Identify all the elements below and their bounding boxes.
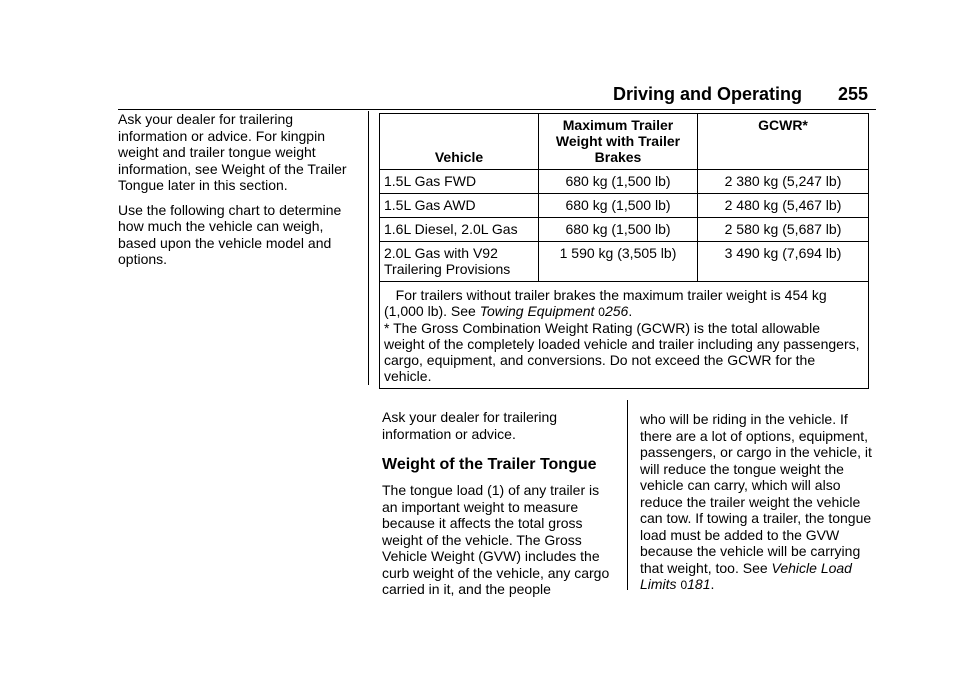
table-notes bbox=[380, 282, 869, 389]
page-number: 255 bbox=[837, 84, 868, 104]
table-cell: 680 kg (1,500 lb) bbox=[539, 170, 698, 194]
table-cell: 1 590 kg (3,505 lb) bbox=[539, 242, 698, 282]
note-gcwr: * The Gross Combination Weight Rating (GCWR) is the total allowable weight of the completely loaded vehicle and trailer including any passengers, cargo, equipment, and conversions. Do not exceed the GCWR for the vehicle. bbox=[384, 320, 860, 384]
table-header-row bbox=[380, 114, 869, 170]
section-title: Driving and Operating bbox=[612, 84, 802, 104]
table-row bbox=[380, 194, 869, 218]
left-paragraph-2: Use the following chart to determine how much the vehicle can weigh, based upon the vehicle model and options. bbox=[118, 201, 342, 267]
page-header bbox=[0, 84, 960, 106]
table-cell: 2 380 kg (5,247 lb) bbox=[698, 170, 869, 194]
table-row bbox=[380, 242, 869, 282]
table-header-gcwr: GCWR* bbox=[698, 114, 869, 170]
vehicle-load-limits-link[interactable]: Vehicle Load Limits bbox=[640, 559, 852, 592]
table-cell: 2 580 kg (5,687 lb) bbox=[698, 218, 869, 242]
section-heading: Weight of the Trailer Tongue bbox=[382, 456, 597, 473]
table-row bbox=[380, 170, 869, 194]
table-row bbox=[380, 218, 869, 242]
trailer-weight-table bbox=[379, 113, 869, 389]
page-reference: 181 bbox=[687, 576, 711, 592]
towing-equipment-link[interactable]: Towing Equipment bbox=[479, 303, 595, 319]
note-trailer-brakes: For trailers without trailer brakes the maximum trailer weight is 454 kg (1,000 lb). See Towing Equipment 0256. bbox=[384, 287, 827, 319]
middle-column bbox=[382, 409, 614, 598]
page-reference-icon: 0 bbox=[680, 578, 688, 592]
table-cell: 1.6L Diesel, 2.0L Gas bbox=[380, 218, 539, 242]
left-paragraph-1: Ask your dealer for trailering information or advice. For kingpin weight and trailer tongue weight information, see Weight of the Trailer Tongue later in this section. bbox=[118, 111, 347, 193]
table-cell: 1.5L Gas AWD bbox=[380, 194, 539, 218]
table-cell: 2.0L Gas with V92 Trailering Provisions bbox=[380, 242, 539, 282]
table-cell: 1.5L Gas FWD bbox=[380, 170, 539, 194]
column-divider-right bbox=[627, 400, 628, 590]
table-header-vehicle: Vehicle bbox=[380, 114, 539, 170]
header-rule bbox=[118, 109, 876, 110]
table-cell: 3 490 kg (7,694 lb) bbox=[698, 242, 869, 282]
mid-paragraph-2: The tongue load (1) of any trailer is an important weight to measure because it affects the total gross weight of the vehicle. The Gross Vehicle Weight (GVW) includes the curb weight of the vehicle, any cargo carried in it, and the people bbox=[382, 482, 610, 597]
table-header-max-weight: Maximum Trailer Weight with Trailer Brakes bbox=[539, 114, 698, 170]
right-column bbox=[640, 411, 876, 594]
table-cell: 680 kg (1,500 lb) bbox=[539, 218, 698, 242]
table-cell: 2 480 kg (5,467 lb) bbox=[698, 194, 869, 218]
column-divider-left bbox=[368, 111, 369, 385]
table-notes-row bbox=[380, 282, 869, 389]
page-reference-icon: 0 bbox=[598, 305, 605, 319]
page-reference: 256 bbox=[604, 303, 629, 319]
right-paragraph-1: who will be riding in the vehicle. If there are a lot of options, equipment, passengers, or cargo in the vehicle, it will reduce the tongue weight the vehicle can carry, which will also reduce the trailer weight the vehicle can tow. If towing a trailer, the tongue load must be added to the GVW because the vehicle will be carrying that weight, too. See Vehicle Load Limits 0181. bbox=[640, 411, 872, 592]
table-cell: 680 kg (1,500 lb) bbox=[539, 194, 698, 218]
mid-paragraph-1: Ask your dealer for trailering information or advice. bbox=[382, 409, 558, 442]
left-column bbox=[118, 111, 354, 268]
